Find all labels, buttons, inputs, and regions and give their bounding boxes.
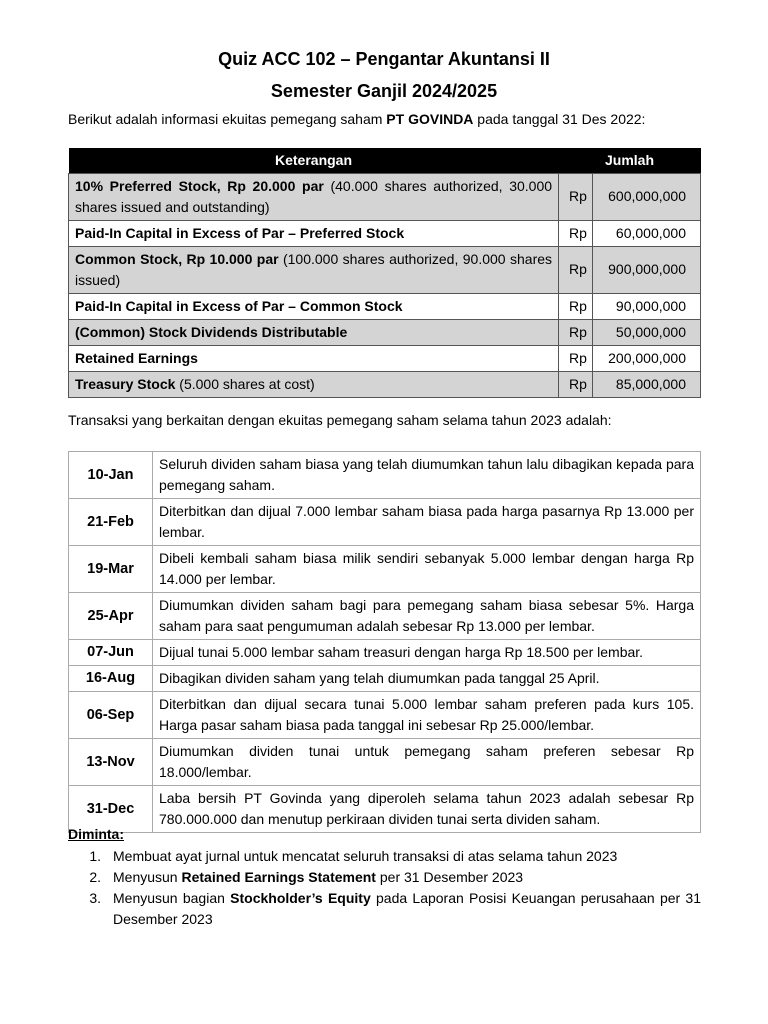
equity-row-label: (Common) Stock Dividends Distributable: [75, 323, 348, 340]
transaction-date: 06-Sep: [69, 692, 153, 739]
requirements-list: [68, 846, 701, 930]
requirement-text-part: Membuat ayat jurnal untuk mencatat seluruh transaksi di atas selama tahun 2023: [113, 848, 618, 864]
transaction-text: Diumumkan dividen saham bagi para pemegang saham biasa sebesar 5%. Harga saham para saat pengumuman adalah sebesar Rp 13.000 per lembar.: [153, 593, 701, 640]
transaction-text: Diterbitkan dan dijual 7.000 lembar saham biasa pada harga pasarnya Rp 13.000 per lembar.: [153, 499, 701, 546]
requirement-number: 1.: [89, 848, 101, 864]
requirement-text-part: Menyusun bagian: [113, 890, 231, 906]
equity-row: [69, 246, 701, 293]
company-name: PT GOVINDA: [386, 111, 474, 127]
transaction-text: Seluruh dividen saham biasa yang telah diumumkan tahun lalu dibagikan kepada para pemegang saham.: [153, 452, 701, 499]
transaction-date: 21-Feb: [69, 499, 153, 546]
equity-row-amount: 600,000,000: [593, 173, 701, 220]
equity-row-amount: 85,000,000: [593, 371, 701, 397]
intro-after: pada tanggal 31 Des 2022:: [473, 111, 646, 127]
transaction-row: [69, 666, 701, 692]
equity-row-currency: Rp: [559, 345, 593, 371]
equity-row-label: Paid-In Capital in Excess of Par – Preferred Stock: [75, 224, 405, 241]
transaction-date: 16-Aug: [69, 666, 153, 692]
transaction-row: [69, 593, 701, 640]
equity-table: [68, 148, 701, 398]
equity-row-label: 10% Preferred Stock, Rp 20.000 par: [75, 177, 324, 194]
equity-row-currency: Rp: [559, 319, 593, 345]
requirement-text-part: Menyusun: [113, 869, 182, 885]
equity-row: [69, 319, 701, 345]
transaction-date: 07-Jun: [69, 640, 153, 666]
equity-row-currency: Rp: [559, 246, 593, 293]
equity-row-label: Retained Earnings: [75, 349, 198, 366]
header-keterangan: Keterangan: [69, 148, 559, 173]
equity-table-header: [69, 148, 701, 173]
requirement-number: 2.: [89, 869, 101, 885]
requirement-item: [68, 846, 701, 867]
transaction-row: [69, 640, 701, 666]
requirement-text: [113, 846, 701, 867]
equity-row-amount: 200,000,000: [593, 345, 701, 371]
equity-row-desc: [69, 371, 559, 397]
transaction-row: [69, 692, 701, 739]
equity-row-desc: [69, 173, 559, 220]
semester-title: Semester Ganjil 2024/2025: [270, 81, 498, 101]
equity-row-amount: 60,000,000: [593, 220, 701, 246]
equity-row-currency: Rp: [559, 220, 593, 246]
transaction-text: Dijual tunai 5.000 lembar saham treasuri dengan harga Rp 18.500 per lembar.: [153, 640, 701, 666]
requirements-title: Diminta:: [68, 826, 124, 842]
transaction-text: Diumumkan dividen tunai untuk pemegang saham preferen sebesar Rp 18.000/lembar.: [153, 739, 701, 786]
requirement-text-bold: Stockholder’s Equity: [230, 890, 371, 906]
intro-paragraph: [68, 111, 645, 127]
equity-row-desc: [69, 319, 559, 345]
transaction-text: Diterbitkan dan dijual secara tunai 5.000 lembar saham preferen pada kurs 105. Harga pasar saham biasa pada tanggal ini sebesar Rp 25.000/lembar.: [153, 692, 701, 739]
transaction-date: 25-Apr: [69, 593, 153, 640]
requirement-text: [113, 867, 701, 888]
equity-row-desc: [69, 220, 559, 246]
transactions-intro: Transaksi yang berkaitan dengan ekuitas pemegang saham selama tahun 2023 adalah:: [68, 412, 612, 428]
transaction-text: Dibagikan dividen saham yang telah diumumkan pada tanggal 25 April.: [153, 666, 701, 692]
equity-row-note: (40.000 shares authorized, 30.000 shares issued and outstanding): [75, 177, 553, 215]
equity-row: [69, 293, 701, 319]
quiz-title: Quiz ACC 102 – Pengantar Akuntansi II: [218, 49, 550, 69]
equity-row-note: (100.000 shares authorized, 90.000 shares issued): [75, 250, 553, 288]
transaction-date: 10-Jan: [69, 452, 153, 499]
equity-row: [69, 345, 701, 371]
transaction-row: [69, 739, 701, 786]
transaction-row: [69, 786, 701, 833]
transaction-row: [69, 546, 701, 593]
transaction-date: 31-Dec: [69, 786, 153, 833]
equity-row-desc: [69, 246, 559, 293]
equity-row-currency: Rp: [559, 293, 593, 319]
equity-row-note: (5.000 shares at cost): [175, 375, 315, 392]
transaction-text: Laba bersih PT Govinda yang diperoleh selama tahun 2023 adalah sebesar Rp 780.000.000 dan menutup perkiraan dividen tunai serta dividen saham.: [153, 786, 701, 833]
equity-row-currency: Rp: [559, 371, 593, 397]
transactions-table: [68, 451, 701, 833]
equity-row-desc: [69, 293, 559, 319]
intro-before: Berikut adalah informasi ekuitas pemegang saham: [68, 111, 387, 127]
equity-row-label: Paid-In Capital in Excess of Par – Common Stock: [75, 297, 403, 314]
equity-row-amount: 90,000,000: [593, 293, 701, 319]
equity-row: [69, 220, 701, 246]
equity-row-desc: [69, 345, 559, 371]
equity-row-amount: 50,000,000: [593, 319, 701, 345]
equity-row-label: Treasury Stock: [75, 375, 176, 392]
transaction-text: Dibeli kembali saham biasa milik sendiri sebanyak 5.000 lembar dengan harga Rp 14.000 per lembar.: [153, 546, 701, 593]
equity-row-label: Common Stock, Rp 10.000 par: [75, 250, 279, 267]
requirement-item: [68, 867, 701, 888]
equity-row-amount: 900,000,000: [593, 246, 701, 293]
requirement-item: [68, 888, 701, 930]
requirement-number: 3.: [89, 890, 101, 906]
transaction-date: 19-Mar: [69, 546, 153, 593]
header-jumlah: Jumlah: [559, 148, 701, 173]
transaction-date: 13-Nov: [69, 739, 153, 786]
transaction-row: [69, 499, 701, 546]
equity-row: [69, 371, 701, 397]
requirement-text: [113, 888, 701, 930]
equity-row: [69, 173, 701, 220]
transaction-row: [69, 452, 701, 499]
requirement-text-part: per 31 Desember 2023: [375, 869, 524, 885]
requirement-text-bold: Retained Earnings Statement: [181, 869, 376, 885]
equity-row-currency: Rp: [559, 173, 593, 220]
requirement-text-part: pada Laporan Posisi Keuangan perusahaan per 31 Desember 2023: [113, 890, 701, 927]
